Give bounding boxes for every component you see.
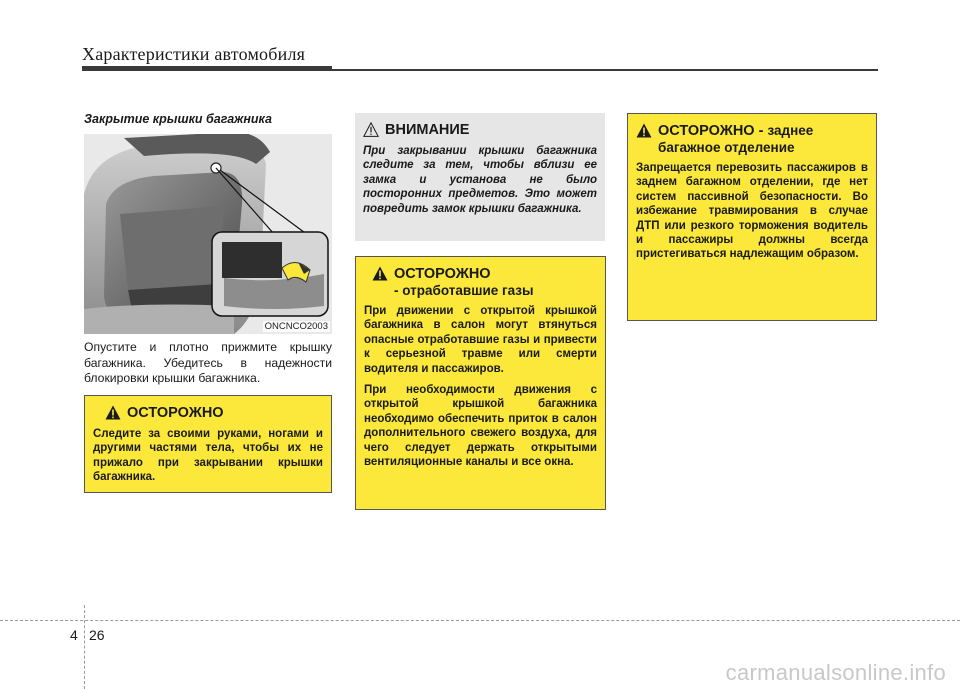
warning-gases-title: ОСТОРОЖНО [394, 266, 491, 282]
trunk-illustration [84, 134, 332, 334]
caution-title: ВНИМАНИЕ [385, 122, 470, 138]
warning-gases-paragraph-2: При необходимости движения с открытой крышкой багажника необходимо обеспечить приток в салон дополнительного свежего воздуха, для чего следует держать открытыми вентиляционные каналы и все окна. [364, 384, 597, 469]
warning-gases-box [355, 256, 606, 510]
warning-triangle-icon [636, 123, 652, 138]
warning-hands-title: ОСТОРОЖНО [127, 405, 224, 421]
figure-caption: ONCNCO2003 [264, 321, 328, 332]
warning-cargo-title: ОСТОРОЖНО - [658, 123, 768, 139]
footer-divider [84, 605, 85, 689]
caution-triangle-icon [363, 122, 379, 137]
instruction-text: Опустите и плотно прижмите крышку багажника. Убедитесь в надежности блокировки крышки багажника. [84, 340, 332, 385]
warning-gases-paragraph-1: При движении с открытой крышкой багажника в салон могут втянуться опасные отработавшие газы и привести к серьезной травме или смерти водителя и пассажиров. [364, 305, 597, 375]
warning-gases-heading [364, 266, 597, 299]
header-bar [82, 66, 332, 71]
watermark: carmanualsonline.info [725, 660, 946, 685]
section-title: Закрытие крышки багажника [84, 112, 272, 126]
warning-hands-box [84, 395, 332, 493]
caution-text: При закрывании крышки багажника следите за тем, чтобы вблизи ее замка и установа не было посторонних предметов. Это может повредить замок крышки багажника. [363, 145, 597, 215]
page-number: 26 [89, 627, 105, 643]
warning-hands-text: Следите за своими руками, ногами и другими частями тела, чтобы их не прижало при закрывании крышки багажника. [93, 428, 323, 484]
warning-triangle-icon [105, 405, 121, 420]
warning-cargo-title-suffix: заднее [767, 123, 814, 138]
header-rule [332, 69, 878, 71]
warning-cargo-text: Запрещается перевозить пассажиров в заднем багажном отделении, где нет систем пассивной безопасности. Во избежание травмирования в случае ДТП или резкого торможения водитель и пассажиры должны всегда пристегиваться надлежащим образом. [636, 162, 868, 261]
warning-cargo-box [627, 113, 877, 321]
chapter-number: 4 [70, 627, 78, 643]
page-header-title: Характеристики автомобиля [82, 44, 306, 64]
trunk-lid-drawing [84, 134, 332, 334]
caution-box [355, 113, 605, 241]
caution-heading [363, 122, 597, 138]
warning-triangle-icon [372, 266, 388, 281]
warning-hands-heading [93, 405, 323, 421]
warning-cargo-heading [636, 123, 868, 156]
footer-rule [0, 620, 960, 621]
warning-gases-subtitle: - отработавшие газы [394, 283, 534, 298]
warning-cargo-subtitle: багажное отделение [658, 140, 795, 155]
